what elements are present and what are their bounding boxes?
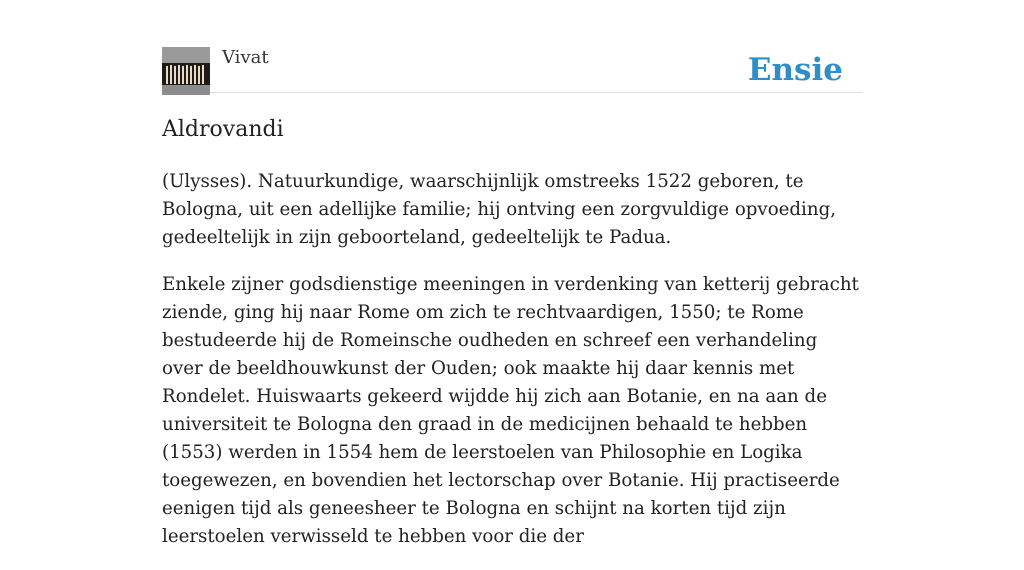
article-paragraph: Enkele zijner godsdienstige meeningen in verdenking van ketterij gebracht ziende, ging hij naar Rome om zich te rechtvaardigen, 1550; te Rome bestudeerde hij de Romeinsche oudheden en schreef een verhandeling over de beeldhouwkunst der Ouden; ook maakte hij daar kennis met Rondelet. Huiswaarts gekeerd wijdde hij zich aan Botanie, en na aan de universiteit te Bologna den graad in de medicijnen behaald te hebben (1553) werden in 1554 hem de leerstoelen van Philosophie en Logika toegewezen, en bovendien het lectorschap over Botanie. Hij practiseerde eenigen tijd als geneesheer te Bologna en schijnt na korten tijd zijn leerstoelen verwisseld te hebben voor die der xyxy=(162,274,859,547)
bookshelf-avatar-icon xyxy=(162,47,210,95)
username[interactable]: Vivat xyxy=(222,47,269,68)
article-paragraph: (Ulysses). Natuurkundige, waarschijnlijk omstreeks 1522 geboren, te Bologna, uit een adellijke familie; hij ontving een zorgvuldige opvoeding, gedeeltelijk in zijn geboorteland, gedeeltelijk te Padua. xyxy=(162,171,837,248)
header xyxy=(162,46,862,93)
page-title: Aldrovandi xyxy=(162,117,284,142)
page xyxy=(162,0,862,547)
site-logo[interactable]: Ensie xyxy=(747,52,843,88)
avatar[interactable] xyxy=(162,47,210,95)
article-body xyxy=(162,168,862,570)
